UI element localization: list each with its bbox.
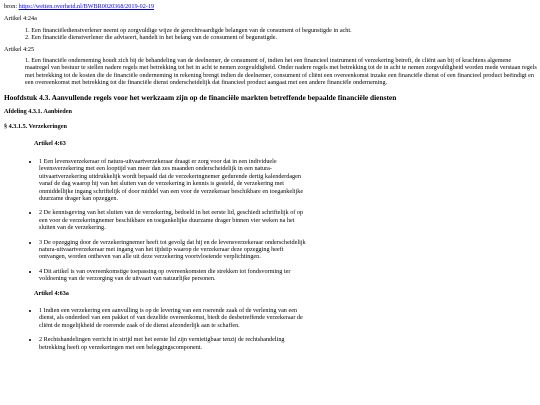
article-4-63a-title: Artikel 4:63a [34,289,69,297]
list-item: • 1 Een levensverzekeraar of natura-uitvaartverzekeraar draagt er zorg voor dat in een individuele levensverzekering met een looptijd van meer dan zes maanden onderscheidelijk in een natura-uitvaartverzekering uitdrukkelijk wordt bepaald dat de verzekeringnemer gedurende dertig kalenderdagen vanaf de dag waarop hij van het sluiten van de verzekering in kennis is gesteld, de verzekering met onmiddellijke ingang schriftelijk of door middel van een voor de verzekeraar beschikbare en toegankelijke duurzame drager kan opzeggen. [39,158,307,202]
list-item: • 2 Rechtshandelingen verricht in strijd met het eerste lid zijn vernietigbaar tenzij de rechtshandeling betrekking heeft op verzekeringen met een beleggingscomponent. [39,336,307,351]
source-link[interactable]: https://wetten.overheid.nl/BWBR0020368/2019-02-19 [18,3,155,10]
list-item: • 1 Indien een verzekering een aanvulling is op de levering van een roerende zaak of de verlening van een dienst, als onderdeel van een pakket of van dezelfde overeenkomst, biedt de desbetreffende verzekeraar de cliënt de mogelijkheid de roerende zaak of de dienst afzonderlijk aan te schaffen. [39,307,307,329]
list-item: • 4 Dit artikel is van overeenkomstige toepassing op overeenkomsten die strekken tot fondsvorming ter voldoening van de verzorging van de uitvaart van natuurlijke personen. [39,268,307,283]
article-4-63a-list [4,307,537,351]
list-item: • 2 De kennisgeving van het sluiten van de verzekering, bedoeld in het eerste lid, geschiedt schriftelijk of op een voor de verzekeringnemer beschikbare en toegankelijke duurzame drager binnen vier weken na het sluiten van de verzekering. [39,209,307,231]
section-heading: Afdeling 4.3.1. Aanbieden [4,107,72,115]
list-item: 1. Een financiëledienstverlener neemt op zorgvuldige wijze de gerechtvaardigde belangen van de consument of begunstigde in acht. [25,26,352,34]
list-item: 2. Een financiële dienstverlener die adviseert, handelt in het belang van de consument of begunstigde. [25,34,278,42]
article-4-25-title: Artikel 4:25 [4,45,35,53]
source-line [4,3,537,10]
article-4-63-list [4,158,537,283]
article-4-25-list [4,57,537,87]
article-4-24a-list [4,27,537,42]
list-item: 1. Een financiële onderneming houdt zich bij de behandeling van de deelnemer, de consument of, indien het een financieel instrument of verzekering betreft, de cliënt aan bij of krachtens algemene maatregel van bestuur te stellen nadere regels met betrekking tot het in acht te nemen zorgvuldigheid. Onder nadere regels met betrekking tot de in acht te nemen zorgvuldigheid worden mede verstaan regels met betrekking tot de kosten die de financiële onderneming in rekening brengt indien de deelnemer, consument of cliënt een overeenkomst inzake een financiële dienst of een financieel product beëindigt en een overeenkomst met betrekking tot die financiële dienst onderscheidelijk dat financieel product aangaat met een andere financiële onderneming. [25,57,537,87]
list-item: • 3 De opzegging door de verzekeringnemer heeft tot gevolg dat hij en de levensverzekeraar onderscheidelijk natura-uitvaartverzekeraar met ingang van het tijdstip waarop de verzekeraar deze opzegging heeft ontvangen, worden ontheven van alle uit deze verzekering voortvloeiende verplichtingen. [39,239,307,261]
paragraph-heading: § 4.3.1.5. Verzekeringen [4,123,67,131]
article-4-63-title: Artikel 4:63 [34,140,66,148]
article-4-24a-title: Artikel 4:24a [4,15,37,23]
source-label: bron: [4,3,19,10]
chapter-heading: Hoofdstuk 4.3. Aanvullende regels voor het werkzaam zijn op de financiële markten betreffende bepaalde financiële diensten [4,92,397,102]
